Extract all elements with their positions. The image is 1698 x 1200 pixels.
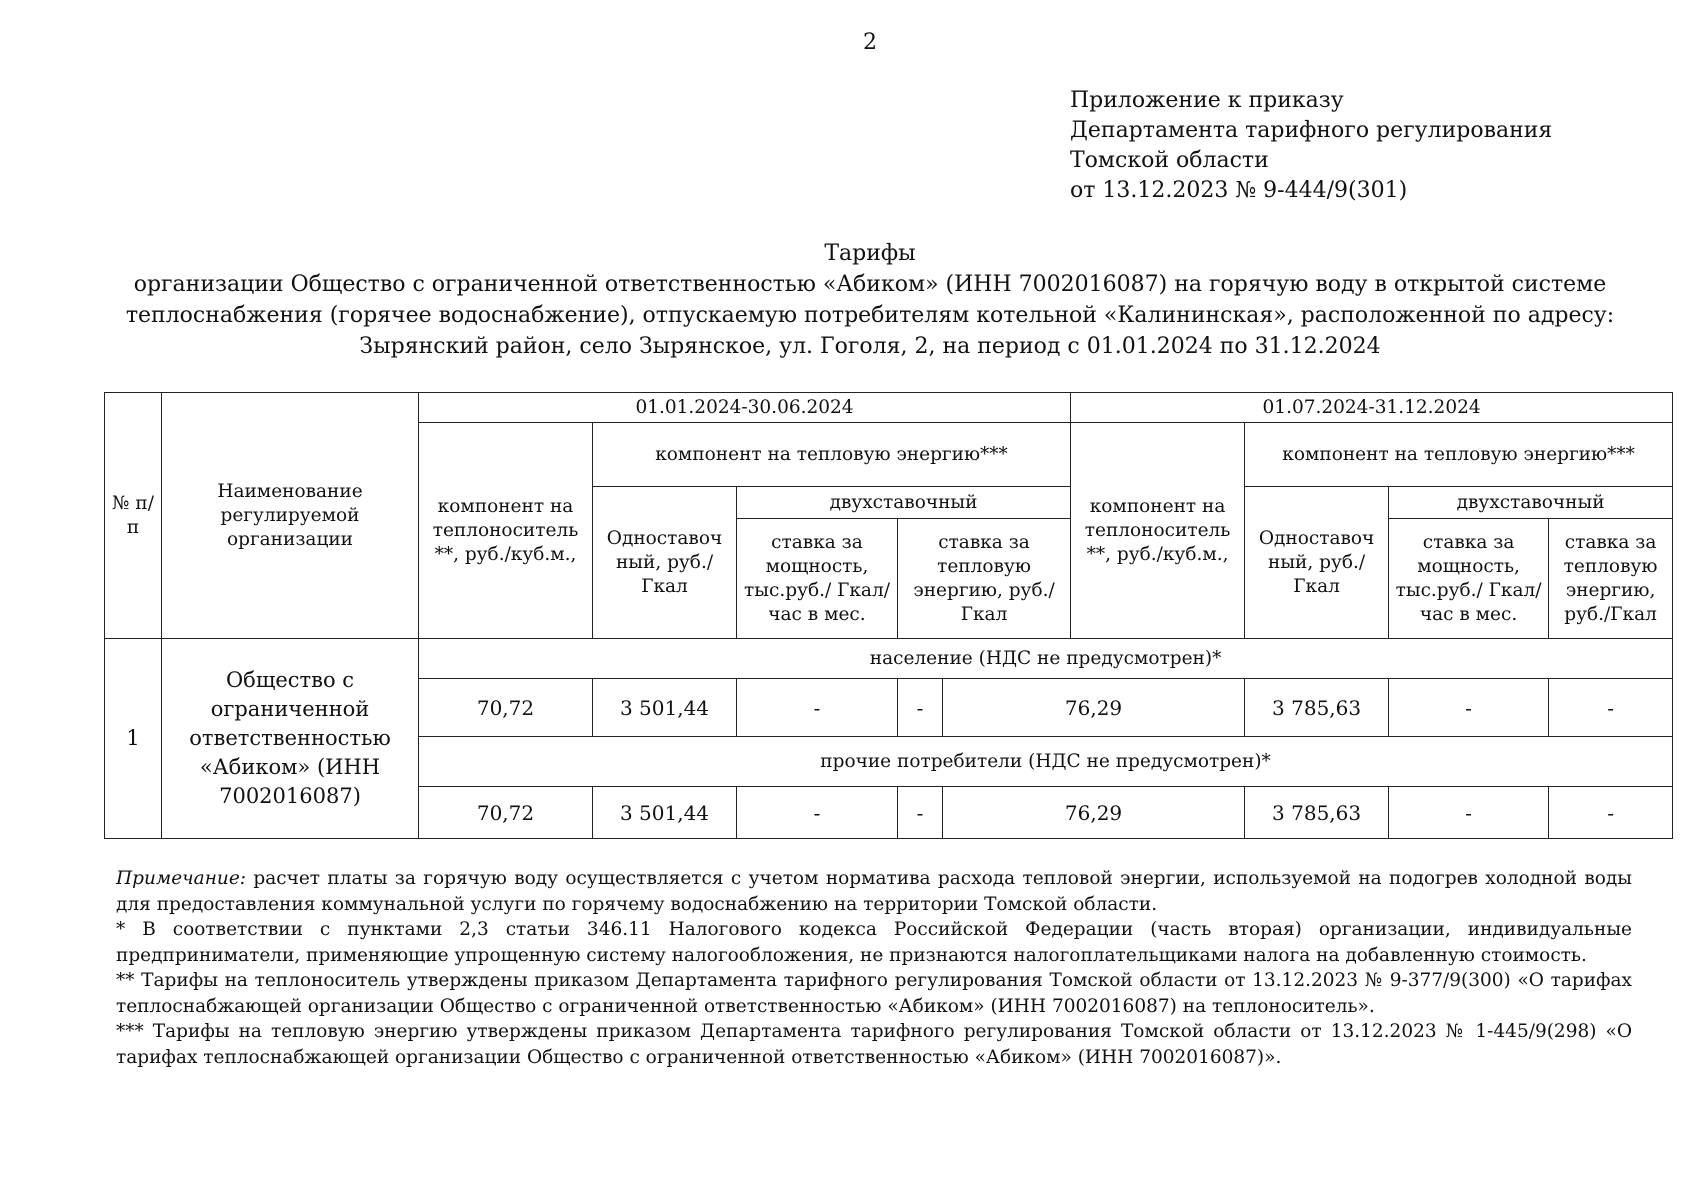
tariff-table — [104, 392, 1673, 839]
header-period-1: 01.01.2024-30.06.2024 — [419, 393, 1071, 423]
footnote-1: * В соответствии с пунктами 2,3 статьи 346.11 Налогового кодекса Российской Федерации (часть вторая) организации, индивидуальные предприниматели, применяющие упрощенную систему налогообложения, не признаются налогоплательщиками налога на добавленную стоимость. — [116, 919, 1632, 966]
row-number: 1 — [105, 639, 162, 839]
title-line: организации Общество с ограниченной ответственностью «Абиком» (ИНН 7002016087) на горячую воду в открытой системе — [133, 272, 1607, 297]
title-line: Зырянский район, село Зырянское, ул. Гоголя, 2, на период с 01.01.2024 по 31.12.2024 — [359, 334, 1381, 359]
appendix-line: Департамента тарифного регулирования — [1070, 118, 1553, 143]
footnote-2: ** Тарифы на теплоноситель утверждены приказом Департамента тарифного регулирования Томской области от 13.12.2023 № 9-377/9(300) «О тарифах теплоснабжающей организации Общество с ограниченной ответственностью «Абиком» (ИНН 7002016087) на теплоноситель». — [116, 970, 1632, 1017]
header-heat-component: компонент на тепловую энергию*** — [593, 423, 1071, 487]
value-cell: - — [737, 787, 898, 839]
value-cell: 3 501,44 — [593, 679, 737, 737]
header-capacity-rate: ставка за мощность, тыс.руб./ Гкал/час в мес. — [737, 519, 898, 639]
group-label: прочие потребители (НДС не предусмотрен)* — [419, 737, 1673, 787]
title-heading: Тарифы — [824, 241, 916, 266]
footnote-3: *** Тарифы на тепловую энергию утверждены приказом Департамента тарифного регулирования Томской области от 13.12.2023 № 1-445/9(298) «О тарифах теплоснабжающей организации Общество с ограниченной ответственностью «Абиком» (ИНН 7002016087)». — [116, 1021, 1632, 1068]
value-cell: 3 785,63 — [1245, 679, 1389, 737]
value-cell: 3 501,44 — [593, 787, 737, 839]
appendix-line: от 13.12.2023 № 9-444/9(301) — [1070, 178, 1408, 203]
header-energy-rate: ставка за тепловую энергию, руб./Гкал — [1549, 519, 1673, 639]
note-paragraph — [116, 866, 1632, 917]
note-label: Примечание: — [116, 868, 246, 889]
appendix-block — [1070, 86, 1552, 206]
appendix-line: Томской области — [1070, 148, 1269, 173]
header-organization: Наименование регулируемой организации — [162, 393, 419, 639]
value-cell: 70,72 — [419, 787, 593, 839]
note-text: расчет платы за горячую воду осуществляется с учетом норматива расхода тепловой энергии, используемой на подогрев холодной воды для предоставления коммунальной услуги по горячему водоснабжению на территории Томской области. — [116, 868, 1632, 915]
header-period-2: 01.07.2024-31.12.2024 — [1071, 393, 1673, 423]
value-cell: - — [737, 679, 898, 737]
page-number: 2 — [863, 30, 877, 55]
value-cell: 70,72 — [419, 679, 593, 737]
header-single-rate: Одноставоч ный, руб./Гкал — [1245, 487, 1389, 639]
value-cell: - — [1549, 787, 1673, 839]
header-carrier-component: компонент на теплоноситель **, руб./куб.м., — [419, 423, 593, 639]
notes-block — [116, 866, 1632, 1070]
group-label: население (НДС не предусмотрен)* — [419, 639, 1673, 679]
title-line: теплоснабжения (горячее водоснабжение), отпускаемую потребителям котельной «Калининская», расположенной по адресу: — [125, 303, 1615, 328]
header-number: № п/п — [105, 393, 162, 639]
value-cell: - — [898, 679, 943, 737]
value-cell: - — [1389, 679, 1549, 737]
header-heat-component: компонент на тепловую энергию*** — [1245, 423, 1673, 487]
appendix-line: Приложение к приказу — [1070, 88, 1344, 113]
header-energy-rate: ставка за тепловую энергию, руб./Гкал — [898, 519, 1071, 639]
value-cell: 76,29 — [943, 679, 1245, 737]
value-cell: - — [1389, 787, 1549, 839]
header-capacity-rate: ставка за мощность, тыс.руб./ Гкал/час в мес. — [1389, 519, 1549, 639]
header-single-rate: Одноставоч ный, руб./Гкал — [593, 487, 737, 639]
value-cell: 76,29 — [943, 787, 1245, 839]
organization-name: Общество с ограниченной ответственностью «Абиком» (ИНН 7002016087) — [162, 639, 419, 839]
value-cell: 3 785,63 — [1245, 787, 1389, 839]
header-two-rate: двухставочный — [737, 487, 1071, 519]
header-carrier-component: компонент на теплоноситель **, руб./куб.м., — [1071, 423, 1245, 639]
value-cell: - — [898, 787, 943, 839]
document-title — [100, 238, 1640, 362]
header-two-rate: двухставочный — [1389, 487, 1673, 519]
value-cell: - — [1549, 679, 1673, 737]
